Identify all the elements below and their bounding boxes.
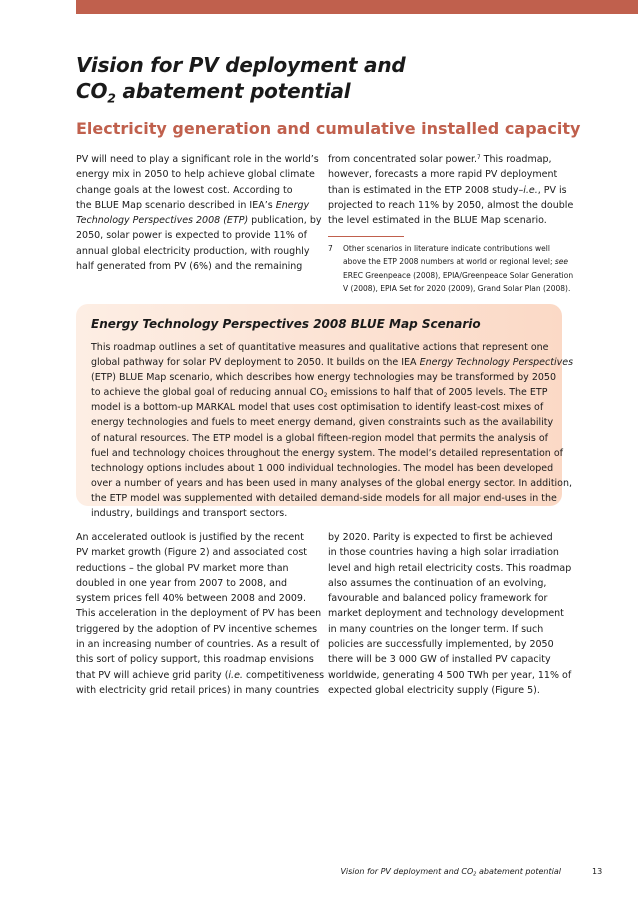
page-title: Vision for PV deployment and $CO_2$ abatement potential <box>76 53 406 106</box>
box-title: Energy Technology Perspectives 2008 BLUE Map Scenario <box>91 317 481 331</box>
text-column-1: PV will need to play a significant role in the world’s energy mix in 2050 to help achieve global climate change goals at the lowest cost. According to the BLUE Map scenario described in IEA’s Energy Technology Perspectives 2008 (ETP) publication, by 2050, solar power is expected to provide 11% of annual global electricity production, with roughly half generated from PV (6%) and the remaining <box>76 154 322 273</box>
running-footer-title: Vision for PV deployment and $CO_2$ abatement potential <box>340 867 561 878</box>
box-text: This roadmap outlines a set of quantitative measures and qualitative actions that represent one global pathway for solar PV deployment to 2050. It builds on the IEA Energy Technology Perspectives (ETP) BLUE Map scenario, which describes how energy technologies may be transformed by 2050 to achieve the global goal of reducing annual $CO_2$ emissions to half that of 2005 levels. The ETP model is a bottom-up MARKAL model that uses cost optimisation to identify least-cost mixes of energy technologies and fuels to meet energy demand, given constraints such as the availability of natural resources. The ETP model is a global fifteen-region model that permits the analysis of fuel and technology choices throughout the energy system. The model’s detailed representation of technology options includes about 1 000 individual technologies. The model has been developed over a number of years and has been used in many analyses of the global energy sector. In addition, the ETP model was supplemented with detailed demand-side models for all major end-uses in the industry, buildings and transport sectors. <box>91 342 574 520</box>
text-column-2: from concentrated solar power.$^7$ This roadmap, however, forecasts a more rapid PV deployment than is estimated in the ETP 2008 study–i.e., PV is projected to reach 11% by 2050, almost the double the level estimated in the BLUE Map scenario. <box>328 154 574 227</box>
section-subtitle: Electricity generation and cumulative installed capacity <box>76 119 581 138</box>
text-column-4: by 2020. Parity is expected to first be achieved in those countries having a high solar irradiation level and high retail electricity costs. This roadmap also assumes the continuation of an evolving, favourable and balanced policy framework for market deployment and technology development in many countries on the longer term. If such policies are successfully implemented, by 2050 there will be 3 000 GW of installed PV capacity worldwide, generating 4 500 TWh per year, 11% of expected global electricity supply (Figure 5). <box>328 532 572 696</box>
footnote-ref[interactable]: 7 <box>477 154 481 161</box>
page-number: 13 <box>592 867 603 876</box>
footnote-number: 7 <box>328 244 333 253</box>
header-color-bar <box>76 0 638 14</box>
footnote: 7 Other scenarios in literature indicate contributions well above the ETP 2008 numbers at world or regional level; see EREC Greenpeace (2008), EPIA/Greenpeace Solar Generation V (2008), EPIA Set for 2020 (2009), Grand Solar Plan (2008). <box>328 244 574 293</box>
text-column-3: An accelerated outlook is justified by the recent PV market growth (Figure 2) and associated cost reductions – the global PV market more than doubled in one year from 2007 to 2008, and system prices fell 40% between 2008 and 2009. This acceleration in the deployment of PV has been triggered by the adoption of PV incentive schemes in an increasing number of countries. As a result of this sort of policy support, this roadmap envisions that PV will achieve grid parity (i.e. competitiveness with electricity grid retail prices) in many countries <box>76 532 325 696</box>
footnote-divider <box>328 236 404 237</box>
